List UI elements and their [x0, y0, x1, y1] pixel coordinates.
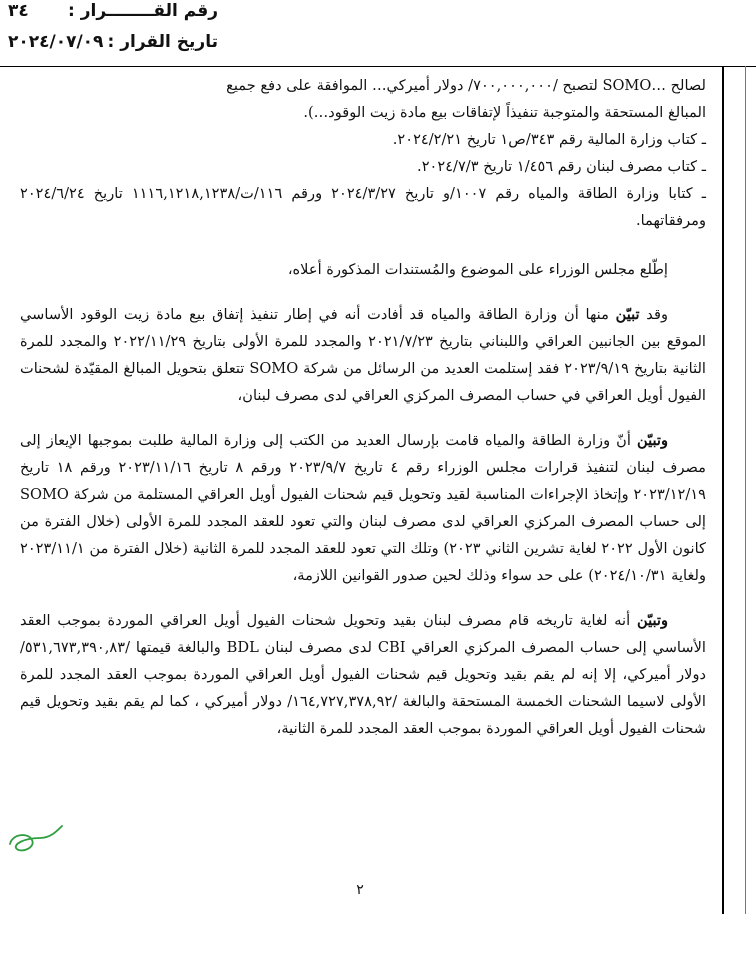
margin-rule — [722, 66, 724, 914]
paragraph-lead: وتبيّن — [636, 432, 668, 449]
signature-initials — [6, 820, 66, 866]
decision-number-label: رقم القــــــــرار : — [67, 1, 218, 21]
intro-line: المبالغ المستحقة والمتوجبة تنفيذاً لإتفاقات بيع مادة زيت الوقود…). — [303, 104, 706, 121]
decision-number-row — [8, 0, 218, 22]
reference-item: ـ كتاب وزارة المالية رقم ٣٤٣/ص١ تاريخ ٢٠٢٤/٢/٢١. — [392, 131, 706, 148]
finding-paragraph — [20, 427, 706, 589]
document-body — [20, 72, 706, 742]
paragraph-text: أنّ وزارة الطاقة والمياه قامت بإرسال العديد من الكتب إلى وزارة المالية طلبت بموجبها الإيعاز إلى مصرف لبنان لتنفيذ قرارات مجلس الوزراء رقم ٤ تاريخ ٢٠٢٣/٩/٧ ورقم ٨ تاريخ ٢٠٢٣/١١/١٦ ورقم ١٨ تاريخ ٢٠٢٣/١٢/١٩ وإتخاذ الإجراءات المناسبة لقيد وتحويل قيم شحنات الفيول أويل العراقي المستلمة من شركة SOMO إلى حساب المصرف المركزي العراقي لدى مصرف لبنان والتي تعود للعقد المجدد للمرة الأولى (خلال الفترة من كانون الأول ٢٠٢٢ لغاية تشرين الثاني ٢٠٢٣) وتلك التي تعود للعقد المجدد للمرة الثانية (خلال الفترة من ٢٠٢٣/١١/١ ولغاية ٢٠٢٤/١٠/٣١) على حد سواء وذلك لحين صدور القوانين اللازمة، — [20, 432, 707, 584]
paragraph-lead: وتبيّن — [636, 612, 668, 629]
decision-date-row — [8, 30, 218, 54]
paragraph-text: أنه لغاية تاريخه قام مصرف لبنان بقيد وتحويل شحنات الفيول أويل العراقي الموردة بموجب العقد الأساسي إلى حساب المصرف المركزي العراقي CBI لدى مصرف لبنان BDL والبالغة قيمتها /٥٣١,٦٧٣,٣٩٠,٨٣/ دولار أميركي، إلا إنه لم يقم بقيد وتحويل قيم شحنات الفيول أويل العراقي الموردة بموجب العقد المجدد للمرة الأولى لاسيما الشحنات الخمسة المستحقة والبالغة /١٦٤,٧٢٧,٣٧٨,٩٢/ دولار أميركي ، كما لم يقم بقيد وتحويل قيم شحنات الفيول أويل العراقي الموردة بموجب العقد المجدد للمرة الثانية، — [20, 612, 706, 737]
decision-date-label: تاريخ القرار : — [107, 32, 218, 52]
finding-paragraph — [20, 607, 706, 742]
paragraph-lead: تبيّن — [615, 306, 640, 323]
margin-rule-outer — [745, 66, 746, 914]
reference-item: ـ كتابا وزارة الطاقة والمياه رقم ١٠٠٧/و تاريخ ٢٠٢٤/٣/٢٧ ورقم ١١٦/ت/١١١٦,١٢١٨,١٢٣٨ تاريخ ٢٠٢٤/٦/٢٤ ومرفقاتهما. — [20, 185, 707, 229]
decision-number-value: ٣٤ — [8, 1, 29, 21]
header-divider — [0, 66, 756, 67]
paragraph-text: منها أن وزارة الطاقة والمياه قد أفادت أنه في إطار تنفيذ إتفاق بيع مادة زيت الوقود الأساسي الموقع بين الجانبين العراقي واللبناني بتاريخ ٢٠٢١/٧/٢٣ والمجدد للمرة الأولى بتاريخ ٢٠٢٢/١١/٢٩ والمجدد للمرة الثانية بتاريخ ٢٠٢٣/٩/١٩ فقد إستلمت العديد من الرسائل من شركة SOMO تتعلق بتحويل المبالغ المقيّدة لشحنات الفيول أويل العراقي في حساب المصرف المركزي العراقي لدى مصرف لبنان، — [20, 306, 706, 404]
decision-date-value: ٢٠٢٤/٠٧/٠٩ — [8, 32, 104, 52]
paragraph-prefix: وقد — [639, 306, 668, 323]
references-list — [20, 126, 706, 234]
page-number: ٢ — [356, 882, 364, 898]
reference-item: ـ كتاب مصرف لبنان رقم ١/٤٥٦ تاريخ ٢٠٢٤/٧/٣. — [417, 158, 706, 175]
intro-line: لصالح …SOMO لتصبح /٧٠٠,٠٠٠,٠٠٠/ دولار أميركي… الموافقة على دفع جميع — [226, 77, 706, 94]
finding-paragraph — [20, 301, 706, 409]
review-sentence: إطّلع مجلس الوزراء على الموضوع والمُستندات المذكورة أعلاه، — [287, 261, 668, 278]
